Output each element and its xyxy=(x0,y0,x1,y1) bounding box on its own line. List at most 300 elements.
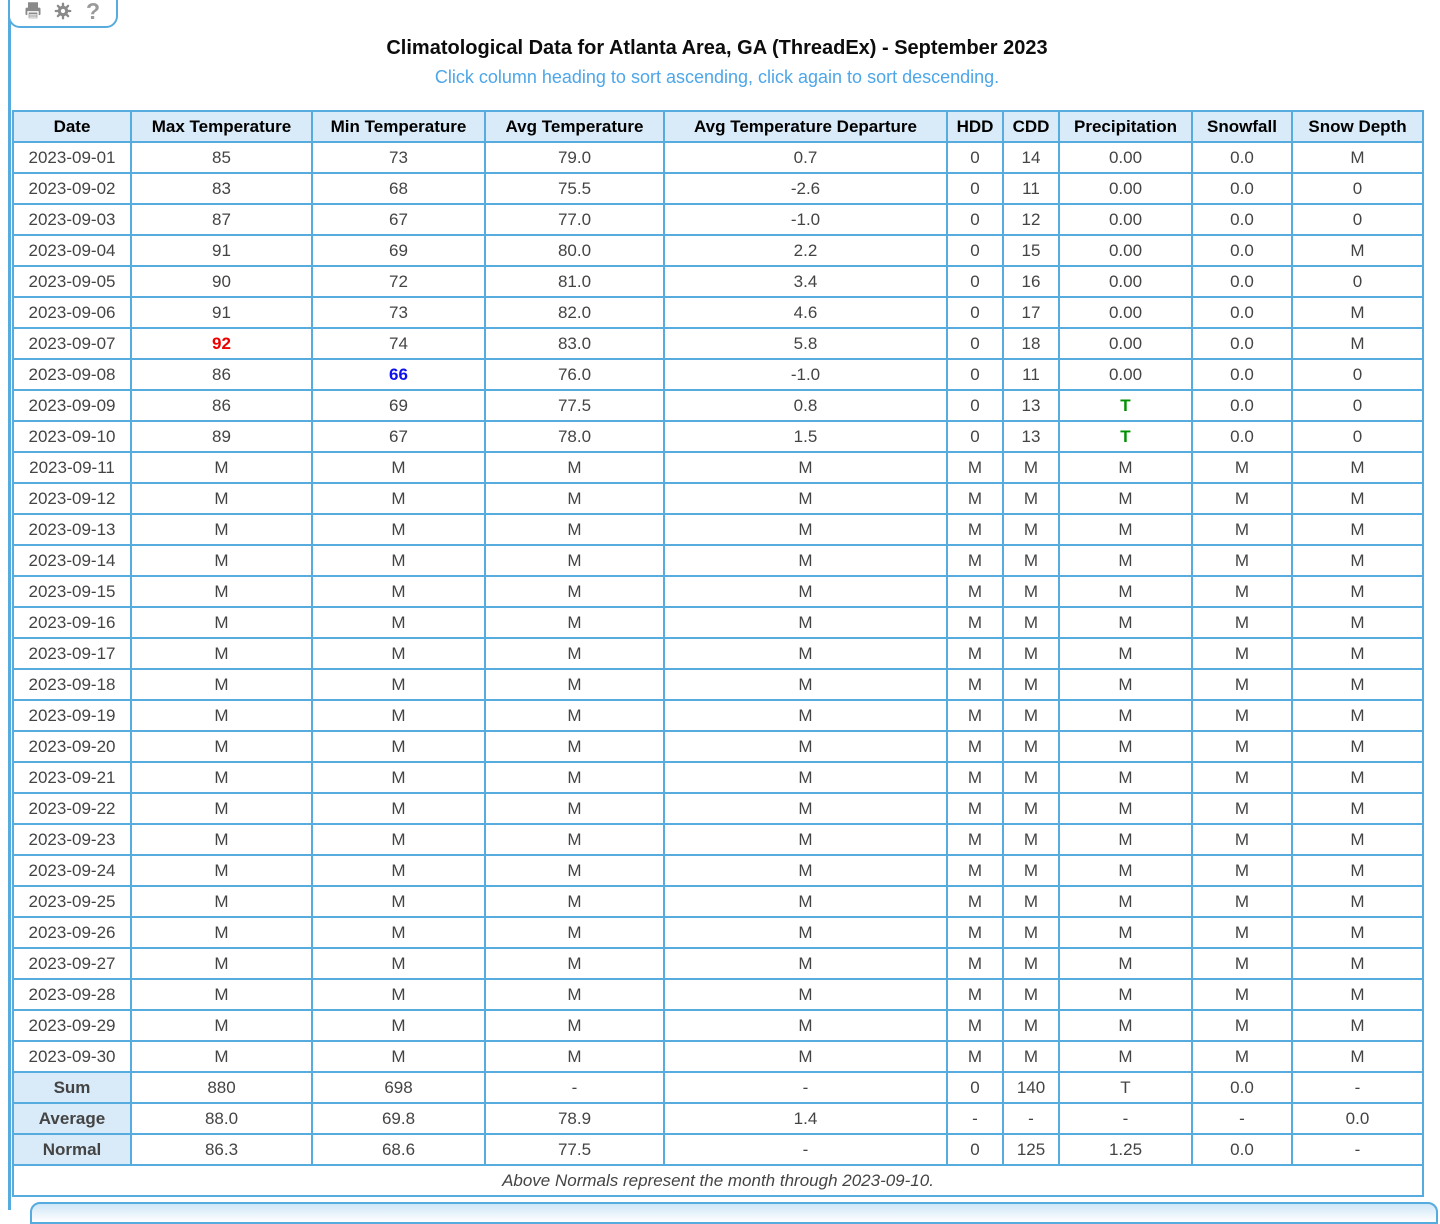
value-cell: M xyxy=(312,1041,485,1072)
date-cell: 2023-09-02 xyxy=(13,173,131,204)
date-cell: 2023-09-07 xyxy=(13,328,131,359)
value-cell: M xyxy=(1192,1041,1292,1072)
value-cell: 82.0 xyxy=(485,297,664,328)
value-cell: 73 xyxy=(312,297,485,328)
value-cell: M xyxy=(947,824,1003,855)
value-cell: M xyxy=(1292,669,1423,700)
footnote: Above Normals represent the month through 2023-09-10. xyxy=(13,1165,1423,1196)
value-cell: M xyxy=(1003,514,1059,545)
table-row xyxy=(13,297,1423,328)
value-cell: 0.0 xyxy=(1192,204,1292,235)
value-cell: 12 xyxy=(1003,204,1059,235)
value-cell: 2.2 xyxy=(664,235,947,266)
value-cell: 68 xyxy=(312,173,485,204)
value-cell: M xyxy=(312,514,485,545)
value-cell: M xyxy=(1003,886,1059,917)
value-cell: M xyxy=(664,979,947,1010)
value-cell: M xyxy=(1003,700,1059,731)
table-row xyxy=(13,514,1423,545)
value-cell: 91 xyxy=(131,297,312,328)
value-cell: M xyxy=(312,855,485,886)
value-cell: M xyxy=(947,948,1003,979)
value-cell: M xyxy=(1003,607,1059,638)
value-cell: 90 xyxy=(131,266,312,297)
table-row xyxy=(13,638,1423,669)
value-cell: 83.0 xyxy=(485,328,664,359)
value-cell: M xyxy=(1003,483,1059,514)
value-cell: M xyxy=(131,793,312,824)
value-cell: M xyxy=(1059,1041,1192,1072)
sort-hint: Click column heading to sort ascending, click again to sort descending. xyxy=(434,67,1000,87)
value-cell: M xyxy=(1003,1041,1059,1072)
value-cell: 86 xyxy=(131,390,312,421)
column-header-precipitation[interactable]: Precipitation xyxy=(1059,111,1192,142)
value-cell: M xyxy=(1003,669,1059,700)
date-cell: 2023-09-20 xyxy=(13,731,131,762)
value-cell: 0 xyxy=(1292,173,1423,204)
value-cell: 0 xyxy=(947,421,1003,452)
value-cell: 0 xyxy=(1292,204,1423,235)
summary-value-cell: 86.3 xyxy=(131,1134,312,1165)
table-row xyxy=(13,204,1423,235)
date-cell: 2023-09-19 xyxy=(13,700,131,731)
value-cell: M xyxy=(131,669,312,700)
value-cell: M xyxy=(131,700,312,731)
value-cell: M xyxy=(1292,979,1423,1010)
summary-value-cell: 0 xyxy=(947,1072,1003,1103)
value-cell: M xyxy=(131,452,312,483)
value-cell: M xyxy=(664,638,947,669)
value-cell: M xyxy=(312,700,485,731)
summary-label: Sum xyxy=(13,1072,131,1103)
value-cell: 4.6 xyxy=(664,297,947,328)
value-cell: 0 xyxy=(947,235,1003,266)
summary-value-cell: 0.0 xyxy=(1292,1103,1423,1134)
value-cell: 14 xyxy=(1003,142,1059,173)
value-cell: M xyxy=(1292,824,1423,855)
date-cell: 2023-09-25 xyxy=(13,886,131,917)
table-row xyxy=(13,1010,1423,1041)
value-cell: M xyxy=(947,762,1003,793)
value-cell: M xyxy=(1192,607,1292,638)
value-cell: M xyxy=(664,700,947,731)
value-cell: M xyxy=(664,514,947,545)
table-row xyxy=(13,576,1423,607)
value-cell: M xyxy=(312,483,485,514)
value-cell: 0.0 xyxy=(1192,359,1292,390)
value-cell: M xyxy=(1192,793,1292,824)
summary-value-cell: 880 xyxy=(131,1072,312,1103)
value-cell: M xyxy=(947,855,1003,886)
value-cell: 0.8 xyxy=(664,390,947,421)
value-cell: M xyxy=(1003,793,1059,824)
value-cell: M xyxy=(1192,1010,1292,1041)
value-cell: M xyxy=(1192,576,1292,607)
summary-value-cell: - xyxy=(664,1134,947,1165)
summary-value-cell: 698 xyxy=(312,1072,485,1103)
date-cell: 2023-09-29 xyxy=(13,1010,131,1041)
value-cell: M xyxy=(947,514,1003,545)
value-cell: 67 xyxy=(312,204,485,235)
value-cell: M xyxy=(1292,607,1423,638)
date-cell: 2023-09-30 xyxy=(13,1041,131,1072)
value-cell: M xyxy=(1192,545,1292,576)
value-cell: M xyxy=(1059,638,1192,669)
value-cell: M xyxy=(664,886,947,917)
value-cell: M xyxy=(1192,669,1292,700)
value-cell: M xyxy=(1003,824,1059,855)
table-row xyxy=(13,235,1423,266)
value-cell: 69 xyxy=(312,390,485,421)
value-cell: 0.00 xyxy=(1059,359,1192,390)
value-cell: 85 xyxy=(131,142,312,173)
summary-value-cell: 140 xyxy=(1003,1072,1059,1103)
value-cell: 81.0 xyxy=(485,266,664,297)
column-header-avg-temperature[interactable]: Avg Temperature xyxy=(485,111,664,142)
column-header-date[interactable]: Date xyxy=(13,111,131,142)
date-cell: 2023-09-21 xyxy=(13,762,131,793)
table-row xyxy=(13,173,1423,204)
value-cell: M xyxy=(485,669,664,700)
value-cell: M xyxy=(947,917,1003,948)
value-cell: M xyxy=(1292,1041,1423,1072)
value-cell: M xyxy=(1192,483,1292,514)
value-cell: 18 xyxy=(1003,328,1059,359)
question-mark-glyph: ? xyxy=(85,0,101,24)
date-cell: 2023-09-16 xyxy=(13,607,131,638)
table-row xyxy=(13,731,1423,762)
date-cell: 2023-09-28 xyxy=(13,979,131,1010)
value-cell: M xyxy=(1003,731,1059,762)
column-header-cdd[interactable]: CDD xyxy=(1003,111,1059,142)
value-cell: 1.5 xyxy=(664,421,947,452)
climate-data-table xyxy=(12,110,1424,1197)
value-cell: -1.0 xyxy=(664,359,947,390)
value-cell: 17 xyxy=(1003,297,1059,328)
value-cell: 87 xyxy=(131,204,312,235)
value-cell: M xyxy=(1192,948,1292,979)
summary-value-cell: - xyxy=(664,1072,947,1103)
date-cell: 2023-09-13 xyxy=(13,514,131,545)
value-cell: T xyxy=(1059,390,1192,421)
date-cell: 2023-09-09 xyxy=(13,390,131,421)
column-header-min-temperature[interactable]: Min Temperature xyxy=(312,111,485,142)
value-cell: M xyxy=(664,452,947,483)
value-cell: 0.00 xyxy=(1059,235,1192,266)
value-cell: M xyxy=(1292,235,1423,266)
summary-value-cell: 0.0 xyxy=(1192,1134,1292,1165)
value-cell: 0 xyxy=(1292,421,1423,452)
value-cell: M xyxy=(947,452,1003,483)
value-cell: M xyxy=(1059,855,1192,886)
value-cell: M xyxy=(485,793,664,824)
table-row xyxy=(13,917,1423,948)
date-cell: 2023-09-17 xyxy=(13,638,131,669)
value-cell: M xyxy=(664,576,947,607)
value-cell: M xyxy=(1192,917,1292,948)
value-cell: M xyxy=(1292,762,1423,793)
summary-label: Normal xyxy=(13,1134,131,1165)
value-cell: 69 xyxy=(312,235,485,266)
value-cell: 0 xyxy=(947,328,1003,359)
summary-value-cell: 88.0 xyxy=(131,1103,312,1134)
table-row xyxy=(13,545,1423,576)
date-cell: 2023-09-22 xyxy=(13,793,131,824)
value-cell: M xyxy=(1059,917,1192,948)
value-cell: M xyxy=(485,1041,664,1072)
date-cell: 2023-09-08 xyxy=(13,359,131,390)
value-cell: M xyxy=(1292,793,1423,824)
value-cell: M xyxy=(947,1010,1003,1041)
date-cell: 2023-09-18 xyxy=(13,669,131,700)
table-row xyxy=(13,607,1423,638)
date-cell: 2023-09-23 xyxy=(13,824,131,855)
value-cell: 0.7 xyxy=(664,142,947,173)
value-cell: M xyxy=(947,669,1003,700)
value-cell: M xyxy=(131,1010,312,1041)
value-cell: M xyxy=(1059,607,1192,638)
value-cell: M xyxy=(131,824,312,855)
value-cell: M xyxy=(664,917,947,948)
value-cell: 0 xyxy=(1292,266,1423,297)
date-cell: 2023-09-05 xyxy=(13,266,131,297)
value-cell: M xyxy=(1292,638,1423,669)
summary-value-cell: 0 xyxy=(947,1134,1003,1165)
date-cell: 2023-09-26 xyxy=(13,917,131,948)
summary-value-cell: 78.9 xyxy=(485,1103,664,1134)
value-cell: M xyxy=(485,1010,664,1041)
value-cell: 77.0 xyxy=(485,204,664,235)
value-cell: M xyxy=(1003,1010,1059,1041)
value-cell: M xyxy=(485,824,664,855)
value-cell: M xyxy=(131,855,312,886)
value-cell: M xyxy=(1292,297,1423,328)
value-cell: M xyxy=(1003,638,1059,669)
value-cell: M xyxy=(131,886,312,917)
summary-value-cell: 1.4 xyxy=(664,1103,947,1134)
value-cell: M xyxy=(131,638,312,669)
value-cell: M xyxy=(1059,886,1192,917)
value-cell: M xyxy=(312,824,485,855)
date-cell: 2023-09-11 xyxy=(13,452,131,483)
summary-value-cell: - xyxy=(1003,1103,1059,1134)
value-cell: 91 xyxy=(131,235,312,266)
summary-label: Average xyxy=(13,1103,131,1134)
summary-value-cell: - xyxy=(485,1072,664,1103)
value-cell: M xyxy=(312,452,485,483)
value-cell: M xyxy=(664,762,947,793)
date-cell: 2023-09-12 xyxy=(13,483,131,514)
value-cell: M xyxy=(312,886,485,917)
column-header-max-temperature[interactable]: Max Temperature xyxy=(131,111,312,142)
value-cell: 0.00 xyxy=(1059,328,1192,359)
value-cell: M xyxy=(131,917,312,948)
value-cell: M xyxy=(947,545,1003,576)
value-cell: M xyxy=(947,576,1003,607)
value-cell: M xyxy=(1059,452,1192,483)
date-cell: 2023-09-27 xyxy=(13,948,131,979)
summary-row-normal xyxy=(13,1134,1423,1165)
value-cell: M xyxy=(1292,142,1423,173)
value-cell: M xyxy=(1192,638,1292,669)
table-row xyxy=(13,700,1423,731)
column-header-snow-depth[interactable]: Snow Depth xyxy=(1292,111,1423,142)
value-cell: M xyxy=(312,917,485,948)
value-cell: M xyxy=(312,948,485,979)
summary-value-cell: 68.6 xyxy=(312,1134,485,1165)
value-cell: M xyxy=(131,979,312,1010)
value-cell: 66 xyxy=(312,359,485,390)
table-row xyxy=(13,328,1423,359)
value-cell: 0 xyxy=(947,297,1003,328)
value-cell: M xyxy=(664,948,947,979)
value-cell: M xyxy=(131,731,312,762)
value-cell: M xyxy=(1292,731,1423,762)
value-cell: 92 xyxy=(131,328,312,359)
value-cell: 5.8 xyxy=(664,328,947,359)
table-row xyxy=(13,483,1423,514)
value-cell: M xyxy=(1003,948,1059,979)
table-row xyxy=(13,421,1423,452)
date-cell: 2023-09-15 xyxy=(13,576,131,607)
value-cell: M xyxy=(1059,545,1192,576)
value-cell: M xyxy=(485,948,664,979)
header-row xyxy=(13,111,1423,142)
value-cell: M xyxy=(131,483,312,514)
value-cell: M xyxy=(131,514,312,545)
value-cell: M xyxy=(947,638,1003,669)
value-cell: 0.0 xyxy=(1192,297,1292,328)
value-cell: M xyxy=(664,824,947,855)
value-cell: M xyxy=(1059,483,1192,514)
value-cell: M xyxy=(485,452,664,483)
summary-value-cell: 69.8 xyxy=(312,1103,485,1134)
value-cell: 0 xyxy=(947,266,1003,297)
summary-row-sum xyxy=(13,1072,1423,1103)
value-cell: 72 xyxy=(312,266,485,297)
value-cell: M xyxy=(312,607,485,638)
value-cell: 0 xyxy=(947,204,1003,235)
value-cell: M xyxy=(131,576,312,607)
value-cell: M xyxy=(664,545,947,576)
value-cell: M xyxy=(947,607,1003,638)
date-cell: 2023-09-24 xyxy=(13,855,131,886)
value-cell: 11 xyxy=(1003,359,1059,390)
value-cell: M xyxy=(485,638,664,669)
value-cell: M xyxy=(1192,452,1292,483)
value-cell: M xyxy=(485,700,664,731)
value-cell: 77.5 xyxy=(485,390,664,421)
value-cell: 73 xyxy=(312,142,485,173)
value-cell: 0.00 xyxy=(1059,266,1192,297)
date-cell: 2023-09-03 xyxy=(13,204,131,235)
value-cell: 0.00 xyxy=(1059,297,1192,328)
value-cell: M xyxy=(1192,855,1292,886)
table-row xyxy=(13,452,1423,483)
date-cell: 2023-09-10 xyxy=(13,421,131,452)
value-cell: M xyxy=(664,669,947,700)
footnote-row xyxy=(13,1165,1423,1196)
value-cell: M xyxy=(1192,731,1292,762)
value-cell: M xyxy=(1292,514,1423,545)
date-cell: 2023-09-01 xyxy=(13,142,131,173)
value-cell: M xyxy=(1059,1010,1192,1041)
value-cell: M xyxy=(131,607,312,638)
value-cell: M xyxy=(947,793,1003,824)
value-cell: 13 xyxy=(1003,421,1059,452)
value-cell: M xyxy=(485,979,664,1010)
value-cell: M xyxy=(485,514,664,545)
table-row xyxy=(13,948,1423,979)
column-header-avg-temperature-departure[interactable]: Avg Temperature Departure xyxy=(664,111,947,142)
value-cell: M xyxy=(1003,917,1059,948)
table-row xyxy=(13,142,1423,173)
value-cell: M xyxy=(947,731,1003,762)
value-cell: M xyxy=(1192,824,1292,855)
value-cell: M xyxy=(485,607,664,638)
value-cell: 74 xyxy=(312,328,485,359)
value-cell: M xyxy=(1292,948,1423,979)
value-cell: M xyxy=(664,731,947,762)
value-cell: M xyxy=(312,1010,485,1041)
value-cell: 0.00 xyxy=(1059,204,1192,235)
value-cell: 0.0 xyxy=(1192,328,1292,359)
value-cell: M xyxy=(1003,979,1059,1010)
table-row xyxy=(13,266,1423,297)
value-cell: M xyxy=(1059,762,1192,793)
date-cell: 2023-09-14 xyxy=(13,545,131,576)
value-cell: M xyxy=(312,793,485,824)
value-cell: M xyxy=(312,576,485,607)
value-cell: M xyxy=(312,762,485,793)
table-row xyxy=(13,359,1423,390)
table-row xyxy=(13,793,1423,824)
column-header-hdd[interactable]: HDD xyxy=(947,111,1003,142)
value-cell: M xyxy=(1192,886,1292,917)
value-cell: M xyxy=(131,545,312,576)
summary-value-cell: - xyxy=(947,1103,1003,1134)
value-cell: M xyxy=(312,638,485,669)
value-cell: M xyxy=(1192,514,1292,545)
value-cell: 0.00 xyxy=(1059,173,1192,204)
value-cell: 75.5 xyxy=(485,173,664,204)
value-cell: M xyxy=(1003,855,1059,886)
value-cell: M xyxy=(131,948,312,979)
value-cell: M xyxy=(312,545,485,576)
value-cell: M xyxy=(1003,545,1059,576)
value-cell: M xyxy=(1292,917,1423,948)
value-cell: 67 xyxy=(312,421,485,452)
summary-value-cell: 77.5 xyxy=(485,1134,664,1165)
column-header-snowfall[interactable]: Snowfall xyxy=(1192,111,1292,142)
value-cell: M xyxy=(485,762,664,793)
value-cell: M xyxy=(1003,576,1059,607)
value-cell: M xyxy=(485,545,664,576)
value-cell: 0.0 xyxy=(1192,421,1292,452)
value-cell: 15 xyxy=(1003,235,1059,266)
value-cell: 16 xyxy=(1003,266,1059,297)
value-cell: M xyxy=(1192,762,1292,793)
table-row xyxy=(13,886,1423,917)
summary-value-cell: - xyxy=(1059,1103,1192,1134)
summary-value-cell: T xyxy=(1059,1072,1192,1103)
value-cell: M xyxy=(312,669,485,700)
value-cell: M xyxy=(485,917,664,948)
summary-value-cell: - xyxy=(1292,1134,1423,1165)
value-cell: 0 xyxy=(947,142,1003,173)
value-cell: M xyxy=(1059,514,1192,545)
panel-left-border xyxy=(8,0,11,1210)
